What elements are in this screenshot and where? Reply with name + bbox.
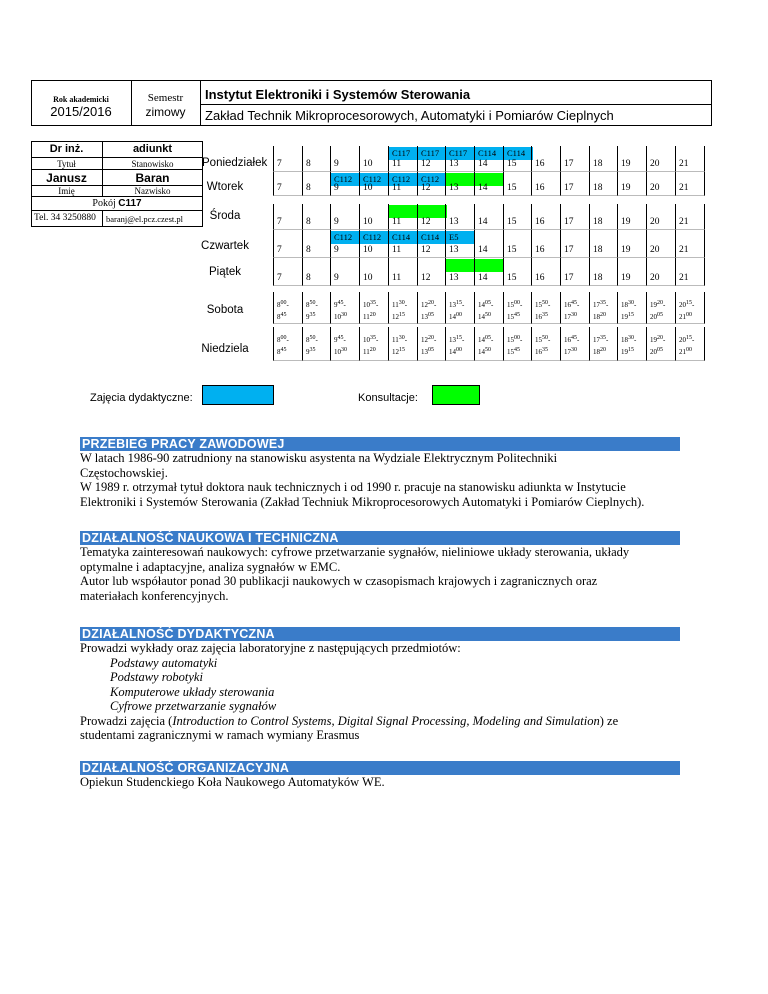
hour-label: 10 bbox=[363, 245, 373, 255]
schedule-cell bbox=[474, 258, 504, 286]
schedule-cell bbox=[417, 258, 447, 286]
hour-label: 14 bbox=[478, 183, 488, 193]
schedule-cell bbox=[503, 292, 533, 324]
position-label: Stanowisko bbox=[131, 159, 174, 169]
phone: Tel. 34 3250880 bbox=[34, 213, 96, 223]
time-slot: $19^{20}-$ $20^{05}$ bbox=[650, 300, 666, 321]
schedule-cell bbox=[388, 204, 418, 230]
class-slot bbox=[389, 231, 418, 244]
schedule-cell bbox=[388, 258, 418, 286]
hour-label: 7 bbox=[277, 159, 282, 169]
time-slot: $8^{50}-$ $9^{35}$ bbox=[306, 300, 318, 321]
schedule-cell bbox=[646, 327, 676, 361]
schedule-cell bbox=[302, 230, 332, 258]
hour-label: 20 bbox=[650, 183, 660, 193]
room-code: C112 bbox=[334, 174, 353, 184]
schedule-cell bbox=[359, 204, 389, 230]
schedule-cell bbox=[273, 327, 303, 361]
schedule-cell bbox=[560, 172, 590, 196]
schedule-cell bbox=[330, 327, 360, 361]
schedule-cell bbox=[531, 258, 561, 286]
hour-label: 13 bbox=[449, 183, 459, 193]
hour-label: 9 bbox=[334, 183, 339, 193]
day-label: Wtorek bbox=[206, 181, 244, 193]
schedule-cell bbox=[359, 258, 389, 286]
hour-label: 9 bbox=[334, 159, 339, 169]
schedule-cell bbox=[589, 292, 619, 324]
schedule-cell bbox=[388, 327, 418, 361]
schedule-cell bbox=[388, 292, 418, 324]
hour-label: 8 bbox=[306, 183, 311, 193]
room-code: C117 bbox=[392, 148, 411, 158]
time-slot: $8^{00}-$ $8^{45}$ bbox=[277, 335, 289, 356]
time-slot: $18^{30}-$ $19^{15}$ bbox=[621, 335, 637, 356]
class-slot bbox=[418, 231, 447, 244]
schedule-cell bbox=[445, 327, 475, 361]
schedule-cell bbox=[330, 258, 360, 286]
schedule-cell bbox=[589, 172, 619, 196]
time-slot: $14^{05}-$ $14^{50}$ bbox=[478, 335, 494, 356]
hour-label: 20 bbox=[650, 159, 660, 169]
hour-label: 10 bbox=[363, 183, 373, 193]
hour-label: 8 bbox=[306, 217, 311, 227]
schedule-cell bbox=[560, 258, 590, 286]
schedule-cell bbox=[330, 172, 360, 196]
hour-label: 14 bbox=[478, 273, 488, 283]
schedule-cell bbox=[417, 292, 447, 324]
schedule-cell bbox=[273, 204, 303, 230]
hour-label: 7 bbox=[277, 273, 282, 283]
consultation-slot bbox=[475, 259, 504, 272]
hour-label: 19 bbox=[621, 159, 631, 169]
room-code: C114 bbox=[507, 148, 526, 158]
career-heading: PRZEBIEG PRACY ZAWODOWEJ bbox=[80, 437, 680, 451]
schedule-cell bbox=[503, 204, 533, 230]
schedule-cell bbox=[560, 146, 590, 172]
schedule-cell bbox=[417, 172, 447, 196]
hour-label: 16 bbox=[535, 217, 545, 227]
legend-classes-swatch bbox=[202, 385, 274, 405]
room-code: C114 bbox=[478, 148, 497, 158]
career-line: W 1989 r. otrzymał tytuł doktora nauk technicznych i od 1990 r. pracuje na stanowisku adiunkta w Instytucie bbox=[80, 480, 626, 494]
email[interactable]: baranj@el.pcz.czest.pl bbox=[106, 214, 183, 224]
semester-label: Semestr bbox=[147, 92, 184, 104]
hour-label: 16 bbox=[535, 183, 545, 193]
science-line: optymalne i adaptacyjne, analiza sygnałów w EMC. bbox=[80, 559, 341, 574]
day-label: Niedziela bbox=[201, 343, 249, 355]
day-label: Sobota bbox=[206, 304, 244, 316]
class-slot bbox=[446, 231, 475, 244]
schedule-cell bbox=[445, 258, 475, 286]
hour-label: 21 bbox=[679, 245, 689, 255]
first-name: Janusz bbox=[46, 171, 87, 185]
schedule-cell bbox=[417, 204, 447, 230]
room-code: C112 bbox=[392, 174, 411, 184]
hour-label: 15 bbox=[507, 273, 517, 283]
hour-label: 13 bbox=[449, 217, 459, 227]
hour-label: 15 bbox=[507, 245, 517, 255]
room-line bbox=[31, 198, 203, 209]
class-slot bbox=[360, 231, 389, 244]
time-slot: $9^{45}-$ $10^{30}$ bbox=[334, 300, 347, 321]
schedule-cell bbox=[617, 230, 647, 258]
hour-label: 17 bbox=[564, 273, 574, 283]
subject-item: Podstawy robotyki bbox=[110, 670, 203, 684]
last-name: Baran bbox=[135, 171, 170, 185]
schedule-cell bbox=[302, 172, 332, 196]
schedule-cell bbox=[617, 204, 647, 230]
hour-label: 14 bbox=[478, 217, 488, 227]
schedule-cell bbox=[417, 146, 447, 172]
schedule-cell bbox=[675, 258, 705, 286]
schedule-cell bbox=[646, 230, 676, 258]
room-code: C114 bbox=[392, 232, 411, 242]
career-line: W latach 1986-90 zatrudniony na stanowisku asystenta na Wydziale Elektrycznym Politechniki bbox=[80, 451, 558, 465]
room-code: C112 bbox=[334, 232, 353, 242]
schedule-cell bbox=[531, 327, 561, 361]
hour-label: 16 bbox=[535, 159, 545, 169]
hour-label: 19 bbox=[621, 217, 631, 227]
teaching-line: studentami zagranicznymi w ramach wymiany Erasmus bbox=[80, 728, 360, 742]
time-slot: $10^{35}-$ $11^{20}$ bbox=[363, 300, 379, 321]
schedule-cell bbox=[617, 292, 647, 324]
schedule-cell bbox=[302, 204, 332, 230]
hour-label: 12 bbox=[421, 245, 431, 255]
schedule-cell bbox=[330, 230, 360, 258]
hour-label: 18 bbox=[593, 159, 603, 169]
hour-label: 11 bbox=[392, 245, 402, 255]
schedule-cell bbox=[675, 172, 705, 196]
hour-label: 8 bbox=[306, 273, 311, 283]
schedule-cell bbox=[359, 146, 389, 172]
title-label: Tytuł bbox=[57, 159, 76, 169]
person-position: adiunkt bbox=[132, 143, 173, 155]
schedule-cell bbox=[589, 230, 619, 258]
last-name-label: Nazwisko bbox=[134, 186, 171, 196]
time-slot: $11^{30}-$ $12^{15}$ bbox=[392, 335, 408, 356]
academic-year: 2015/2016 bbox=[50, 104, 112, 119]
schedule-cell bbox=[503, 172, 533, 196]
time-slot: $17^{35}-$ $18^{20}$ bbox=[593, 300, 609, 321]
time-slot: $10^{35}-$ $11^{20}$ bbox=[363, 335, 379, 356]
time-slot: $17^{35}-$ $18^{20}$ bbox=[593, 335, 609, 356]
room-code: C117 bbox=[421, 148, 440, 158]
schedule-cell bbox=[617, 172, 647, 196]
time-slot: $14^{05}-$ $14^{50}$ bbox=[478, 300, 494, 321]
room-label: Pokój bbox=[92, 198, 116, 209]
time-slot: $8^{00}-$ $8^{45}$ bbox=[277, 300, 289, 321]
legend-consult-swatch bbox=[432, 385, 480, 405]
schedule-cell bbox=[503, 258, 533, 286]
teaching-line: Prowadzi wykłady oraz zajęcia laboratoryjne z następujących przedmiotów: bbox=[80, 641, 461, 655]
schedule-cell bbox=[359, 327, 389, 361]
subject-item: Komputerowe układy sterowania bbox=[110, 684, 275, 699]
schedule-cell bbox=[474, 230, 504, 258]
hour-label: 13 bbox=[449, 159, 459, 169]
schedule-cell bbox=[617, 258, 647, 286]
schedule-cell bbox=[302, 327, 332, 361]
schedule-cell bbox=[531, 230, 561, 258]
schedule-cell bbox=[531, 292, 561, 324]
schedule-cell bbox=[445, 292, 475, 324]
schedule-cell bbox=[617, 327, 647, 361]
schedule-cell bbox=[330, 146, 360, 172]
hour-label: 21 bbox=[679, 217, 689, 227]
schedule-cell bbox=[560, 230, 590, 258]
hour-label: 7 bbox=[277, 183, 282, 193]
time-slot: $20^{15}-$ $21^{00}$ bbox=[679, 300, 695, 321]
schedule-cell bbox=[675, 292, 705, 324]
schedule-cell bbox=[359, 172, 389, 196]
hour-label: 12 bbox=[421, 159, 431, 169]
schedule-cell bbox=[646, 258, 676, 286]
career-line: Elektroniki i Systemów Sterowania (Zakład Techniuk Mikroprocesorowych Automatyki i Pomiarów Cieplnych). bbox=[80, 494, 645, 509]
schedule-cell bbox=[273, 258, 303, 286]
career-text bbox=[80, 451, 700, 509]
schedule-cell bbox=[445, 146, 475, 172]
room-code: C117 bbox=[449, 148, 468, 158]
time-slot: $15^{50}-$ $16^{35}$ bbox=[535, 335, 551, 356]
schedule-cell bbox=[417, 230, 447, 258]
schedule-cell bbox=[388, 172, 418, 196]
schedule-cell bbox=[273, 292, 303, 324]
schedule-cell bbox=[359, 292, 389, 324]
schedule-cell bbox=[302, 258, 332, 286]
hour-label: 17 bbox=[564, 159, 574, 169]
person-title: Dr inż. bbox=[49, 143, 84, 155]
teaching-heading: DZIAŁALNOŚĆ DYDAKTYCZNA bbox=[80, 627, 680, 641]
time-slot: $16^{45}-$ $17^{30}$ bbox=[564, 300, 580, 321]
hour-label: 20 bbox=[650, 273, 660, 283]
schedule-cell bbox=[474, 146, 504, 172]
hour-label: 10 bbox=[363, 217, 373, 227]
time-slot: $8^{50}-$ $9^{35}$ bbox=[306, 335, 318, 356]
hour-label: 11 bbox=[392, 273, 402, 283]
academic-year-label: Rok akademicki bbox=[53, 95, 109, 104]
day-label: Czwartek bbox=[201, 240, 249, 252]
class-slot bbox=[331, 231, 360, 244]
time-slot: $19^{20}-$ $20^{05}$ bbox=[650, 335, 666, 356]
hour-label: 11 bbox=[392, 183, 402, 193]
room-code: C112 bbox=[363, 174, 382, 184]
time-slot: $16^{45}-$ $17^{30}$ bbox=[564, 335, 580, 356]
teaching-line: Prowadzi zajęcia (Introduction to Control Systems, Digital Signal Processing, Modeling and Simulation) ze bbox=[80, 713, 619, 728]
time-slot: $18^{30}-$ $19^{15}$ bbox=[621, 300, 637, 321]
first-name-label: Imię bbox=[58, 186, 75, 196]
science-line: materiałach konferencyjnych. bbox=[80, 588, 229, 603]
hour-label: 20 bbox=[650, 217, 660, 227]
hour-label: 14 bbox=[478, 245, 488, 255]
schedule-cell bbox=[503, 327, 533, 361]
hour-label: 10 bbox=[363, 273, 373, 283]
room-number: C117 bbox=[118, 198, 142, 209]
schedule-cell bbox=[531, 172, 561, 196]
science-text bbox=[80, 545, 700, 603]
consultation-slot bbox=[446, 259, 475, 272]
schedule-cell bbox=[503, 230, 533, 258]
schedule-cell bbox=[675, 204, 705, 230]
institute-name: Instytut Elektroniki i Systemów Sterowania bbox=[205, 87, 471, 102]
hour-label: 9 bbox=[334, 245, 339, 255]
hour-label: 17 bbox=[564, 217, 574, 227]
hour-label: 12 bbox=[421, 217, 431, 227]
room-code: C114 bbox=[421, 232, 440, 242]
hour-label: 12 bbox=[421, 273, 431, 283]
hour-label: 19 bbox=[621, 273, 631, 283]
hour-label: 16 bbox=[535, 245, 545, 255]
legend-consult-label: Konsultacje: bbox=[358, 392, 418, 404]
hour-label: 8 bbox=[306, 245, 311, 255]
hour-label: 18 bbox=[593, 245, 603, 255]
hour-label: 20 bbox=[650, 245, 660, 255]
schedule-cell bbox=[589, 204, 619, 230]
hour-label: 11 bbox=[392, 217, 402, 227]
hour-label: 13 bbox=[449, 273, 459, 283]
schedule-cell bbox=[531, 204, 561, 230]
time-slot: $15^{00}-$ $15^{45}$ bbox=[507, 300, 523, 321]
day-label: Piątek bbox=[209, 266, 241, 278]
hour-label: 14 bbox=[478, 159, 488, 169]
hour-label: 10 bbox=[363, 159, 373, 169]
science-heading: DZIAŁALNOŚĆ NAUKOWA I TECHNICZNA bbox=[80, 531, 680, 545]
schedule-cell bbox=[474, 292, 504, 324]
schedule-cell bbox=[560, 204, 590, 230]
room-code: C112 bbox=[363, 232, 382, 242]
time-slot: $15^{50}-$ $16^{35}$ bbox=[535, 300, 551, 321]
schedule-cell bbox=[646, 292, 676, 324]
subject-item: Cyfrowe przetwarzanie sygnałów bbox=[110, 699, 277, 713]
schedule-cell bbox=[503, 146, 533, 172]
schedule-cell bbox=[388, 146, 418, 172]
career-line: Częstochowskiej. bbox=[80, 465, 168, 480]
schedule-cell bbox=[330, 204, 360, 230]
day-label: Środa bbox=[209, 210, 241, 222]
hour-label: 18 bbox=[593, 217, 603, 227]
day-label: Poniedziałek bbox=[202, 157, 268, 169]
schedule-cell bbox=[273, 172, 303, 196]
hour-label: 19 bbox=[621, 183, 631, 193]
schedule-cell bbox=[302, 146, 332, 172]
schedule-cell bbox=[675, 327, 705, 361]
time-slot: $12^{20}-$ $13^{05}$ bbox=[421, 335, 437, 356]
schedule-cell bbox=[445, 204, 475, 230]
room-code: E5 bbox=[449, 232, 459, 242]
time-slot: $12^{20}-$ $13^{05}$ bbox=[421, 300, 437, 321]
hour-label: 7 bbox=[277, 217, 282, 227]
schedule-cell bbox=[445, 230, 475, 258]
subject-item: Podstawy automatyki bbox=[110, 655, 218, 670]
schedule-cell bbox=[273, 230, 303, 258]
schedule-cell bbox=[675, 230, 705, 258]
science-line: Tematyka zainteresowań naukowych: cyfrowe przetwarzanie sygnałów, nieliniowe układy sterowania, układy bbox=[80, 545, 630, 559]
schedule-cell bbox=[589, 327, 619, 361]
semester: zimowy bbox=[145, 105, 186, 119]
hour-label: 17 bbox=[564, 183, 574, 193]
time-slot: $13^{15}-$ $14^{00}$ bbox=[449, 300, 465, 321]
org-text bbox=[80, 775, 700, 790]
hour-label: 11 bbox=[392, 159, 402, 169]
hour-label: 21 bbox=[679, 273, 689, 283]
time-slot: $9^{45}-$ $10^{30}$ bbox=[334, 335, 347, 356]
schedule-cell bbox=[589, 146, 619, 172]
schedule-cell bbox=[302, 292, 332, 324]
schedule-cell bbox=[273, 146, 303, 172]
hour-label: 21 bbox=[679, 159, 689, 169]
schedule-cell bbox=[359, 230, 389, 258]
time-slot: $15^{00}-$ $15^{45}$ bbox=[507, 335, 523, 356]
hour-label: 18 bbox=[593, 183, 603, 193]
hour-label: 21 bbox=[679, 183, 689, 193]
schedule-cell bbox=[330, 292, 360, 324]
teaching-text bbox=[80, 641, 700, 743]
schedule-cell bbox=[474, 172, 504, 196]
time-slot: $20^{15}-$ $21^{00}$ bbox=[679, 335, 695, 356]
room-code: C112 bbox=[421, 174, 440, 184]
science-line: Autor lub współautor ponad 30 publikacji naukowych w czasopismach krajowych i zagranicznych oraz bbox=[80, 574, 598, 588]
hour-label: 7 bbox=[277, 245, 282, 255]
schedule-cell bbox=[646, 146, 676, 172]
legend-classes-label: Zajęcia dydaktyczne: bbox=[90, 392, 193, 404]
hour-label: 13 bbox=[449, 245, 459, 255]
time-slot: $13^{15}-$ $14^{00}$ bbox=[449, 335, 465, 356]
hour-label: 19 bbox=[621, 245, 631, 255]
schedule-cell bbox=[445, 172, 475, 196]
hour-label: 12 bbox=[421, 183, 431, 193]
time-slot: $11^{30}-$ $12^{15}$ bbox=[392, 300, 408, 321]
schedule-cell bbox=[646, 204, 676, 230]
hour-label: 9 bbox=[334, 273, 339, 283]
schedule-cell bbox=[531, 146, 561, 172]
schedule-cell bbox=[417, 327, 447, 361]
schedule-cell bbox=[474, 204, 504, 230]
schedule-cell bbox=[617, 146, 647, 172]
schedule-cell bbox=[646, 172, 676, 196]
schedule-cell bbox=[388, 230, 418, 258]
department-name: Zakład Technik Mikroprocesorowych, Automatyki i Pomiarów Cieplnych bbox=[205, 108, 614, 123]
hour-label: 8 bbox=[306, 159, 311, 169]
hour-label: 18 bbox=[593, 273, 603, 283]
schedule-cell bbox=[560, 292, 590, 324]
hour-label: 15 bbox=[507, 159, 517, 169]
schedule-cell bbox=[675, 146, 705, 172]
schedule-cell bbox=[589, 258, 619, 286]
hour-label: 9 bbox=[334, 217, 339, 227]
org-line: Opiekun Studenckiego Koła Naukowego Automatyków WE. bbox=[80, 775, 385, 789]
hour-label: 16 bbox=[535, 273, 545, 283]
hour-label: 15 bbox=[507, 217, 517, 227]
schedule-cell bbox=[560, 327, 590, 361]
hour-label: 17 bbox=[564, 245, 574, 255]
schedule-cell bbox=[474, 327, 504, 361]
org-heading: DZIAŁALNOŚĆ ORGANIZACYJNA bbox=[80, 761, 680, 775]
hour-label: 15 bbox=[507, 183, 517, 193]
